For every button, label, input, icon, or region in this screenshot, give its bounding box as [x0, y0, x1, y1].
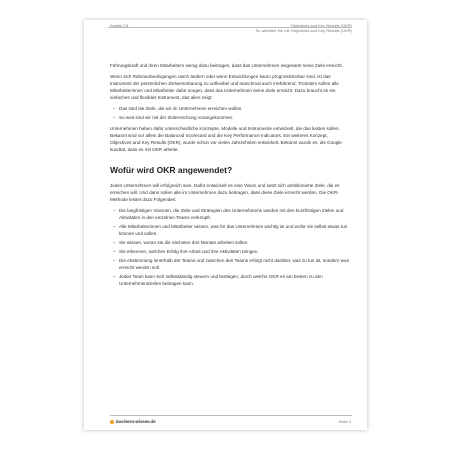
- footer-logo: [110, 419, 156, 424]
- logo-dot-icon: [110, 420, 114, 424]
- paragraph: Jedes Unternehmen will erfolgreich sein. Dafür entwickelt es eine Vision und setzt sich ambitionierte Ziele, die es erreichen will. Und dann sollen alle im Unternehmen dazu beitragen, dass diese Ziele erreicht werden. Die OKR-Methode leistet dazu Folgendes:: [110, 183, 340, 202]
- header-subtitle: So arbeiten Sie mit Objectives and Key Results (OKR): [255, 28, 352, 33]
- header-chapter: Kapitel 2|1: [110, 23, 129, 28]
- document-page: [84, 20, 367, 430]
- header-title: Objectives and Key Results (OKR): [290, 23, 352, 28]
- list-item: – Alle Mitarbeiterinnen und Mitarbeiter wissen, was für das Unternehmen wichtig ist und wofür sie selbst etwas tun können und sollen.: [110, 223, 350, 237]
- page-content: [110, 62, 350, 291]
- footer-rule: [110, 415, 352, 416]
- bullet-list-2: [110, 207, 350, 287]
- page-number: Seite 3: [338, 419, 351, 424]
- paragraph: Unternehmen haben dafür unterschiedliche Konzepte, Modelle und Instrumente entwickelt, die das leisten sollen. Bekannt sind vor allem die Balanced Scorecard und die Key Performance Indicators. Ein weiteres Konzept, Objectives and Key Results (OKR), wurde schon vor vielen Jahrzehnten entwickelt. Bekannt wurde es, als Google kundtat, dass es mit OKR arbeite.: [110, 126, 342, 152]
- paragraph: Wenn sich Rahmenbedingungen rasch ändern oder wenn Entwicklungen kaum prognostizierbar sind, ist das Instrument der persönlichen Zielvereinbarung zu unflexibel und manchmal auch irreführend. Trotzdem sollen alle Mitarbeiterinnen und Mitarbeiter dafür sorgen, dass das Unternehmen seine Ziele erreicht. Dazu braucht es ein einfaches und flexibles Instrument, das allen zeigt:: [110, 74, 339, 100]
- header-rule: [108, 27, 352, 28]
- list-item: – Sie erkennen, welchen Erfolg ihre Arbeit und ihre Aktivitäten bringen.: [110, 248, 350, 255]
- list-item: – So weit sind wir mit der Zielerreichung vorangekommen.: [110, 114, 350, 121]
- list-item: – Sie wissen, woran sie die nächsten drei Monate arbeiten sollen.: [110, 239, 350, 246]
- paragraph: Führungskraft und ihren Mitarbeitern wenig dazu beitragen, dass das Unternehmen insgesamt seine Ziele erreicht.: [110, 63, 343, 68]
- list-item: – Die Abstimmung innerhalb der Teams und zwischen den Teams erfolgt nicht darüber, was zu tun ist, sondern was erreicht werden soll.: [110, 257, 350, 271]
- section-heading: Wofür wird OKR angewendet?: [110, 165, 233, 175]
- list-item: – Das sind die Ziele, die wir im Unternehmen erreichen wollen.: [110, 105, 350, 112]
- header-titles: [256, 23, 352, 33]
- list-item: – Jedes Team kann sich selbstständig steuern und festlegen, durch welche OKR es am besten zu den Unternehmenszielen beitragen kann.: [110, 273, 350, 287]
- bullet-list-1: [110, 105, 350, 121]
- logo-text: business-wissen.de: [116, 419, 156, 424]
- list-item: – Die langfristigen Visionen, die Ziele und Strategien des Unternehmens werden mit den kurzfristigen Zielen und Aktivitäten in den einzelnen Teams verknüpft.: [110, 207, 350, 221]
